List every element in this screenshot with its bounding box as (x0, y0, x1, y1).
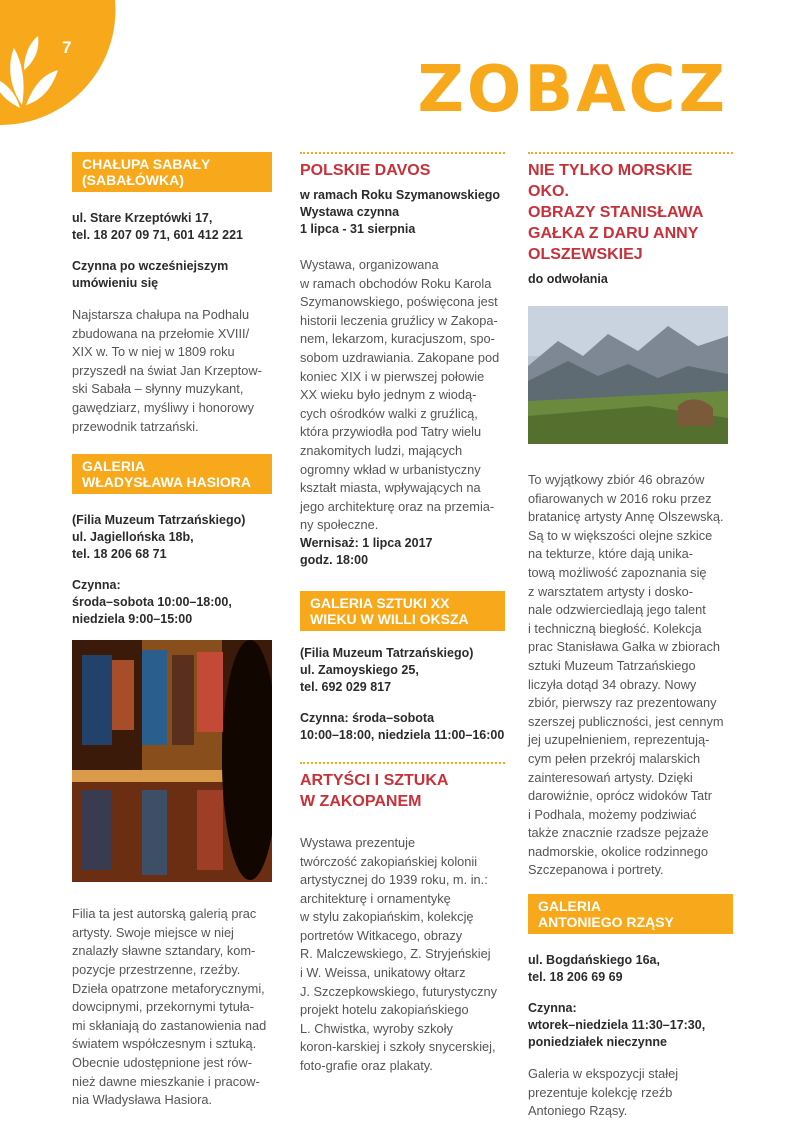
tatra-painting-photo (528, 306, 728, 444)
hours-willa-oksza: Czynna: środa–sobota 10:00–18:00, niedziela 11:00–16:00 (300, 710, 505, 742)
body-polskie-davos: Wystawa, organizowana w ramach obchodów Roku Karola Szymanowskiego, poświęcona jest historii leczenia gruźlicy w Zakopa- nem, lekarzom, kuracjuszom, spo- sobom uzdrawiania. Zakopane pod koniec XIX i w pierwszej połowie XX wieku było jednym z wiodą- cych ośrodków walki z gruźlicą, która przywiodła pod Tatry wielu znakomitych ludzi, mających ogromny wkład w urbanistyczny kształt miasta, wpływających na jego architekturę oraz na przemia- ny społeczne. (300, 257, 500, 533)
column-2 (300, 152, 505, 1076)
vernissage-polskie-davos: Wernisaż: 1 lipca 2017 godz. 18:00 (300, 535, 433, 567)
body-artysci: Wystawa prezentuje twórczość zakopiańskiej kolonii artystycznej do 1939 roku, m. in.: architekturę i ornamentykę w stylu zakopiańskim, kolekcję portretów Witkacego, obrazy R. Malczewskiego, Z. Stryjeńskiej i W. Weissa, unikatowy ołtarz J. Szczepkowskiego, futurystyczny projekt hotelu zakopiańskiego L. Chwistka, wyroby szkoły koron-karskiej i szkoły snycerskiej, foto-grafie oraz plakaty. (300, 834, 498, 1074)
body-sabalowka: Najstarsza chałupa na Podhalu zbudowana na przełomie XVIII/ XIX w. To w niej w 1809 roku przyszedł na świat Jan Krzeptow- ski Sabała – słynny muzykant, gawędziarz, myśliwy i honorowy przewodnik tatrzański. (72, 307, 262, 434)
hours-rzasa: Czynna: wtorek–niedziela 11:30–17:30, poniedziałek nieczynne (528, 1001, 706, 1050)
body-hasior: Filia ta jest autorską galerią prac artysty. Swoje miejsce w niej znalazły sławne sztandary, kom- pozycje przestrzenne, rzeźby. Dzieła opatrzone metaforycznymi, dowcipnymi, przekornymi tytuła- mi skłaniają do zastanowienia nad światem współczesnym i sztuką. Obecnie udostępnione jest rów- nież dawne mieszkanie i pracow- nia Władysława Hasiora. (72, 906, 267, 1108)
dotted-divider (300, 762, 505, 764)
dotted-divider (528, 152, 733, 154)
page-number: 7 (62, 38, 72, 57)
dotted-divider (300, 152, 505, 154)
subheading-galek: do odwołania (528, 272, 608, 286)
address-rzasa: ul. Bogdańskiego 16a, tel. 18 206 69 69 (528, 953, 660, 985)
subheading-polskie-davos: w ramach Roku Szymanowskiego Wystawa czynna 1 lipca - 31 sierpnia (300, 188, 501, 236)
hours-sabalowka: Czynna po wcześniejszym umówieniu się (72, 259, 229, 290)
address-hasior: (Filia Muzeum Tatrzańskiego) ul. Jagiellońska 18b, tel. 18 206 68 71 (72, 513, 246, 562)
section-heading-hasior: GALERIA WŁADYSŁAWA HASIORA (72, 454, 272, 494)
hours-hasior: Czynna: środa–sobota 10:00–18:00, niedziela 9:00–15:00 (72, 578, 232, 627)
body-galek: To wyjątkowy zbiór 46 obrazów ofiarowanych w 2016 roku przez bratanicę artysty Annę Olszewską. Są to w większości olejne szkice na tekturze, które dają unika- tową możliwość zapoznania się z warsztatem artysty i dosko- nale odzwierciedlają jego talent i techniczną biegłość. Kolekcja prac Stanisława Gałka w zbiorach sztuki Muzeum Tatrzańskiego liczyła dotąd 34 obrazy. Nowy zbiór, pierwszy raz prezentowany szerszej publiczności, jest cennym jej uzupełnieniem, reprezentują- cym pełen przekrój malarskich zainteresowań artysty. Dzięki darowiźnie, oprócz widoków Tatr i Podhala, możemy podziwiać także znacznie rzadsze pejzaże nadmorskie, okolice rodzinnego Szczepanowa i portrety. (528, 472, 724, 878)
section-heading-sabalowka: CHAŁUPA SABAŁY (SABAŁÓWKA) (72, 152, 272, 192)
section-heading-rzasa: GALERIA ANTONIEGO RZĄSY (528, 894, 733, 934)
section-heading-galek: NIE TYLKO MORSKIE OKO. OBRAZY STANISŁAWA GAŁKA Z DARU ANNY OLSZEWSKIEJ (528, 162, 704, 263)
address-sabalowka: ul. Stare Krzeptówki 17, tel. 18 207 09 71, 601 412 221 (72, 211, 243, 242)
address-willa-oksza: (Filia Muzeum Tatrzańskiego) ul. Zamoyskiego 25, tel. 692 029 817 (300, 645, 474, 694)
corner-badge (0, 0, 120, 130)
section-heading-polskie-davos: POLSKIE DAVOS (300, 162, 431, 179)
column-3 (528, 152, 733, 1121)
body-rzasa: Galeria w ekspozycji stałej prezentuje kolekcję rzeźb Antoniego Rząsy. (528, 1066, 679, 1119)
section-heading-artysci: ARTYŚCI I SZTUKA W ZAKOPANEM (300, 771, 449, 810)
hasior-gallery-photo (72, 640, 272, 882)
column-1 (72, 152, 272, 1110)
section-heading-willa-oksza: GALERIA SZTUKI XX WIEKU W WILLI OKSZA (300, 591, 505, 631)
page-title: ZOBACZ (417, 53, 728, 127)
